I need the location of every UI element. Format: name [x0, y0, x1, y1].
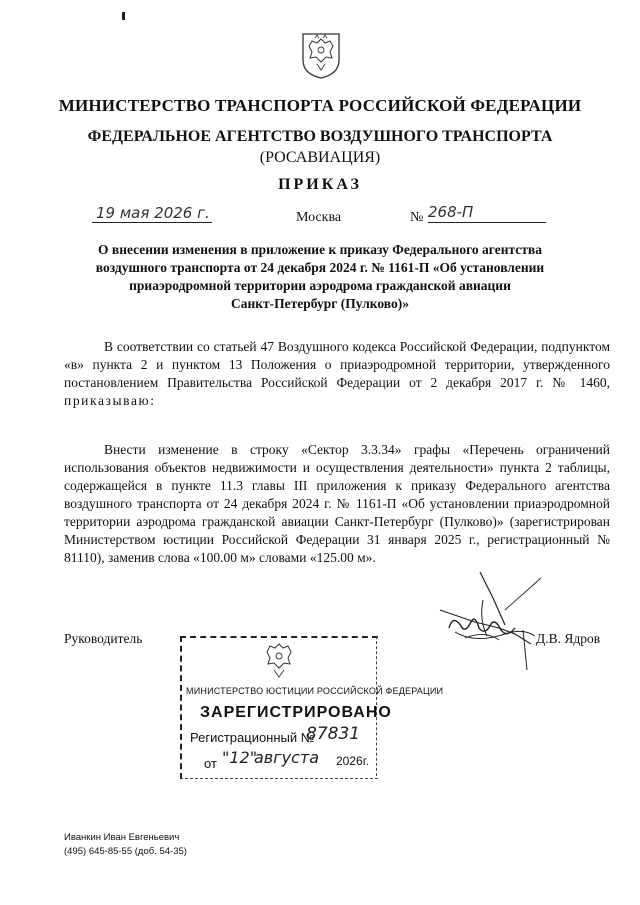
agency-title: ФЕДЕРАЛЬНОЕ АГЕНТСТВО ВОЗДУШНОГО ТРАНСПОРТА — [87, 128, 553, 145]
preamble-text: В соответствии со статьей 47 Воздушного кодекса Российской Федерации, подпунктом «в» пункта 2 и пунктом 13 Положения о приаэродромной территории, утвержденного постановлением Правительства Российской Федерации от 2 декабря 2017 г. № 1460, — [64, 339, 610, 390]
signer-position: Руководитель — [64, 631, 143, 646]
order-number: 268-П — [428, 203, 474, 221]
executor-name: Иванкин Иван Евгеньевич — [64, 832, 180, 843]
executor-phone: (495) 645-85-55 (доб. 54-35) — [64, 846, 187, 857]
ministry-title: МИНИСТЕРСТВО ТРАНСПОРТА РОССИЙСКОЙ ФЕДЕРАЦИИ — [58, 96, 582, 115]
scan-mark — [122, 12, 125, 20]
stamp-reg-number: 87831 — [306, 724, 361, 744]
number-underline — [428, 222, 546, 223]
coat-of-arms-icon — [262, 640, 296, 680]
signer-name: Д.В. Ядров — [536, 631, 601, 646]
order-city: Москва — [296, 210, 342, 225]
preamble-paragraph — [64, 338, 610, 410]
subject-line: приаэродромной территории аэродрома гражданской авиации — [129, 278, 511, 293]
stamp-status: ЗАРЕГИСТРИРОВАНО — [200, 704, 392, 721]
subject-line: О внесении изменения в приложение к приказу Федерального агентства — [98, 242, 542, 257]
order-text: Внести изменение в строку «Сектор 3.3.34» графы «Перечень ограничений использования объектов недвижимости и осуществления деятельности» пункта 2 таблицы, содержащейся в пункте 11.3 главы III приложения к приказу Федерального агентства воздушного транспорта от 24 декабря 2024 г. № 1161-П «Об установлении приаэродромной территории аэродрома гражданской авиации Санкт-Петербург (Пулково)» (зарегистрирован Министерством юстиции Российской Федерации 31 января 2025 г., регистрационный № 81110), заменив слова «100.00 м» словами «125.00 м». — [64, 442, 610, 565]
order-subject — [0, 241, 640, 313]
stamp-year: 2026г. — [336, 754, 369, 768]
stamp-month: августа — [254, 748, 320, 767]
document-type: ПРИКАЗ — [278, 176, 362, 193]
subject-line: Санкт-Петербург (Пулково)» — [231, 296, 409, 311]
stamp-org: МИНИСТЕРСТВО ЮСТИЦИИ РОССИЙСКОЙ ФЕДЕРАЦИИ — [186, 686, 444, 696]
order-keyword: приказываю: — [64, 393, 156, 408]
subject-line: воздушного транспорта от 24 декабря 2024 г. № 1161-П «Об установлении — [95, 260, 545, 275]
order-paragraph — [64, 441, 610, 567]
stamp-day: "12" — [222, 748, 258, 767]
number-sign: № — [410, 210, 424, 225]
order-date: 19 мая 2026 г. — [96, 204, 210, 222]
handwritten-signature — [435, 570, 545, 680]
agency-short-title: (РОСАВИАЦИЯ) — [259, 149, 381, 166]
stamp-from-label: от — [204, 756, 217, 771]
stamp-reg-label: Регистрационный № — [190, 730, 315, 745]
coat-of-arms-icon — [300, 30, 342, 80]
date-underline — [92, 222, 212, 223]
